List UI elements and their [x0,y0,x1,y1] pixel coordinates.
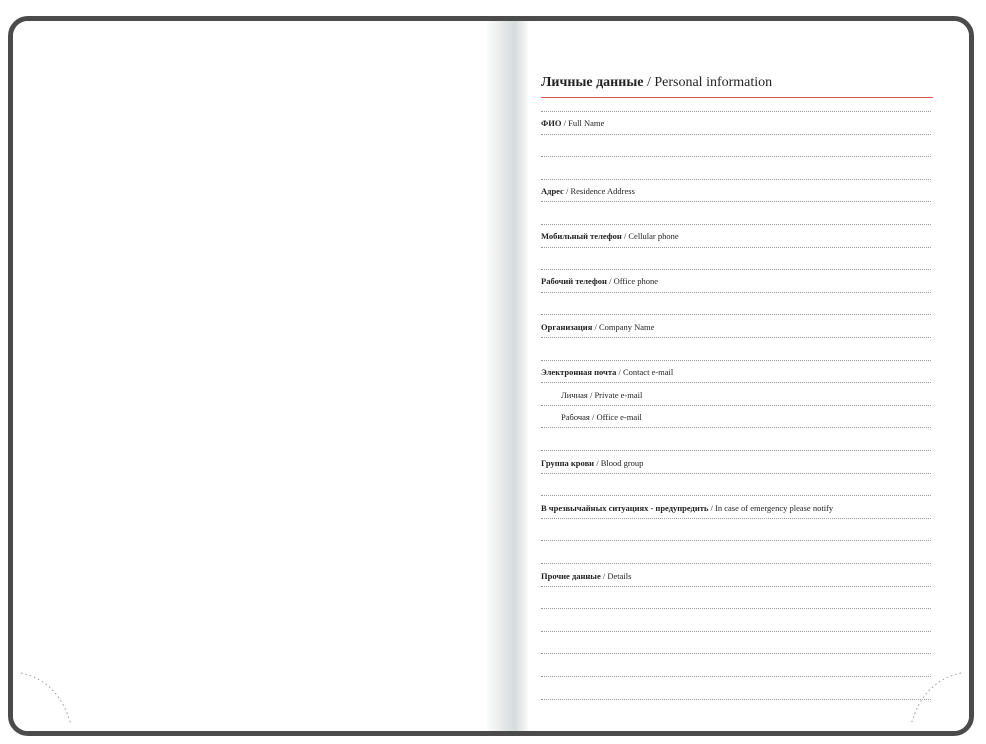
field-label-en: Residence Address [570,186,635,196]
field-label-ru: Группа крови [541,458,595,468]
field-separator: / [616,367,623,377]
field-label-ru: Прочие данные [541,571,601,581]
writing-line [541,450,931,451]
writing-line [541,247,931,248]
writing-line [541,314,931,315]
field-label-en: Cellular phone [628,231,679,241]
field-label-ru: Рабочий телефон [541,276,607,286]
writing-line [541,495,931,496]
writing-line [541,382,931,383]
writing-line [541,224,931,225]
field-mobile-phone [541,231,679,242]
field-label-en: Details [607,571,632,581]
writing-line [541,337,931,338]
field-blood-group [541,458,643,469]
field-label-ru: Адрес [541,186,564,196]
field-details [541,571,631,582]
left-page [13,21,491,731]
writing-line [541,473,931,474]
writing-line [541,676,931,677]
writing-line [541,699,931,700]
field-separator: / [594,458,601,468]
field-email [541,367,673,378]
field-label-ru: Мобильный телефон [541,231,622,241]
field-separator: / [592,322,599,332]
field-label-ru: Электронная почта [541,367,617,377]
writing-line [541,292,931,293]
field-separator: / [561,118,569,128]
page-title [541,73,933,98]
notebook-spread [8,16,974,736]
writing-line [541,156,931,157]
field-private-email [561,390,642,401]
field-company [541,322,654,333]
field-label-ru: ФИО [541,118,562,128]
field-label-en: Company Name [598,322,655,332]
field-label-ru: Организация [541,322,593,332]
writing-line [541,540,931,541]
writing-line [541,269,931,270]
field-separator: / [589,412,597,422]
writing-line [541,608,931,609]
field-label-en: Private e-mail [594,390,643,400]
page-title-separator: / [643,75,655,90]
field-separator: / [563,186,571,196]
field-separator: / [600,571,608,581]
page-title-en: Personal information [654,75,773,90]
page-title-ru: Личные данные [541,75,644,90]
writing-line [541,179,931,180]
writing-line [541,134,931,135]
field-label-en: In case of emergency please notify [715,503,834,513]
field-label-en: Blood group [600,458,644,468]
field-full-name [541,118,604,129]
field-label-en: Full Name [568,118,605,128]
writing-line [541,653,931,654]
writing-line [541,201,931,202]
field-label-ru: Рабочая [561,412,590,422]
writing-line [541,586,931,587]
writing-line [541,427,931,428]
writing-line [541,405,931,406]
field-label-en: Contact e-mail [623,367,674,377]
field-label-ru: В чрезвычайных ситуациях - предупредить [541,503,709,513]
field-separator: / [708,503,716,513]
writing-line [541,360,931,361]
writing-line [541,631,931,632]
writing-line [541,518,931,519]
left-corner-decoration [19,667,79,727]
field-separator: / [606,276,614,286]
writing-line [541,111,931,112]
field-separator: / [621,231,629,241]
field-office-email [561,412,642,423]
field-office-phone [541,276,658,287]
field-address [541,186,635,197]
field-label-ru: Личная [561,390,588,400]
field-emergency-contact [541,503,833,514]
field-label-en: Office e-mail [596,412,642,422]
field-label-en: Office phone [613,276,659,286]
writing-line [541,563,931,564]
page-gutter [487,21,529,731]
field-separator: / [587,390,595,400]
